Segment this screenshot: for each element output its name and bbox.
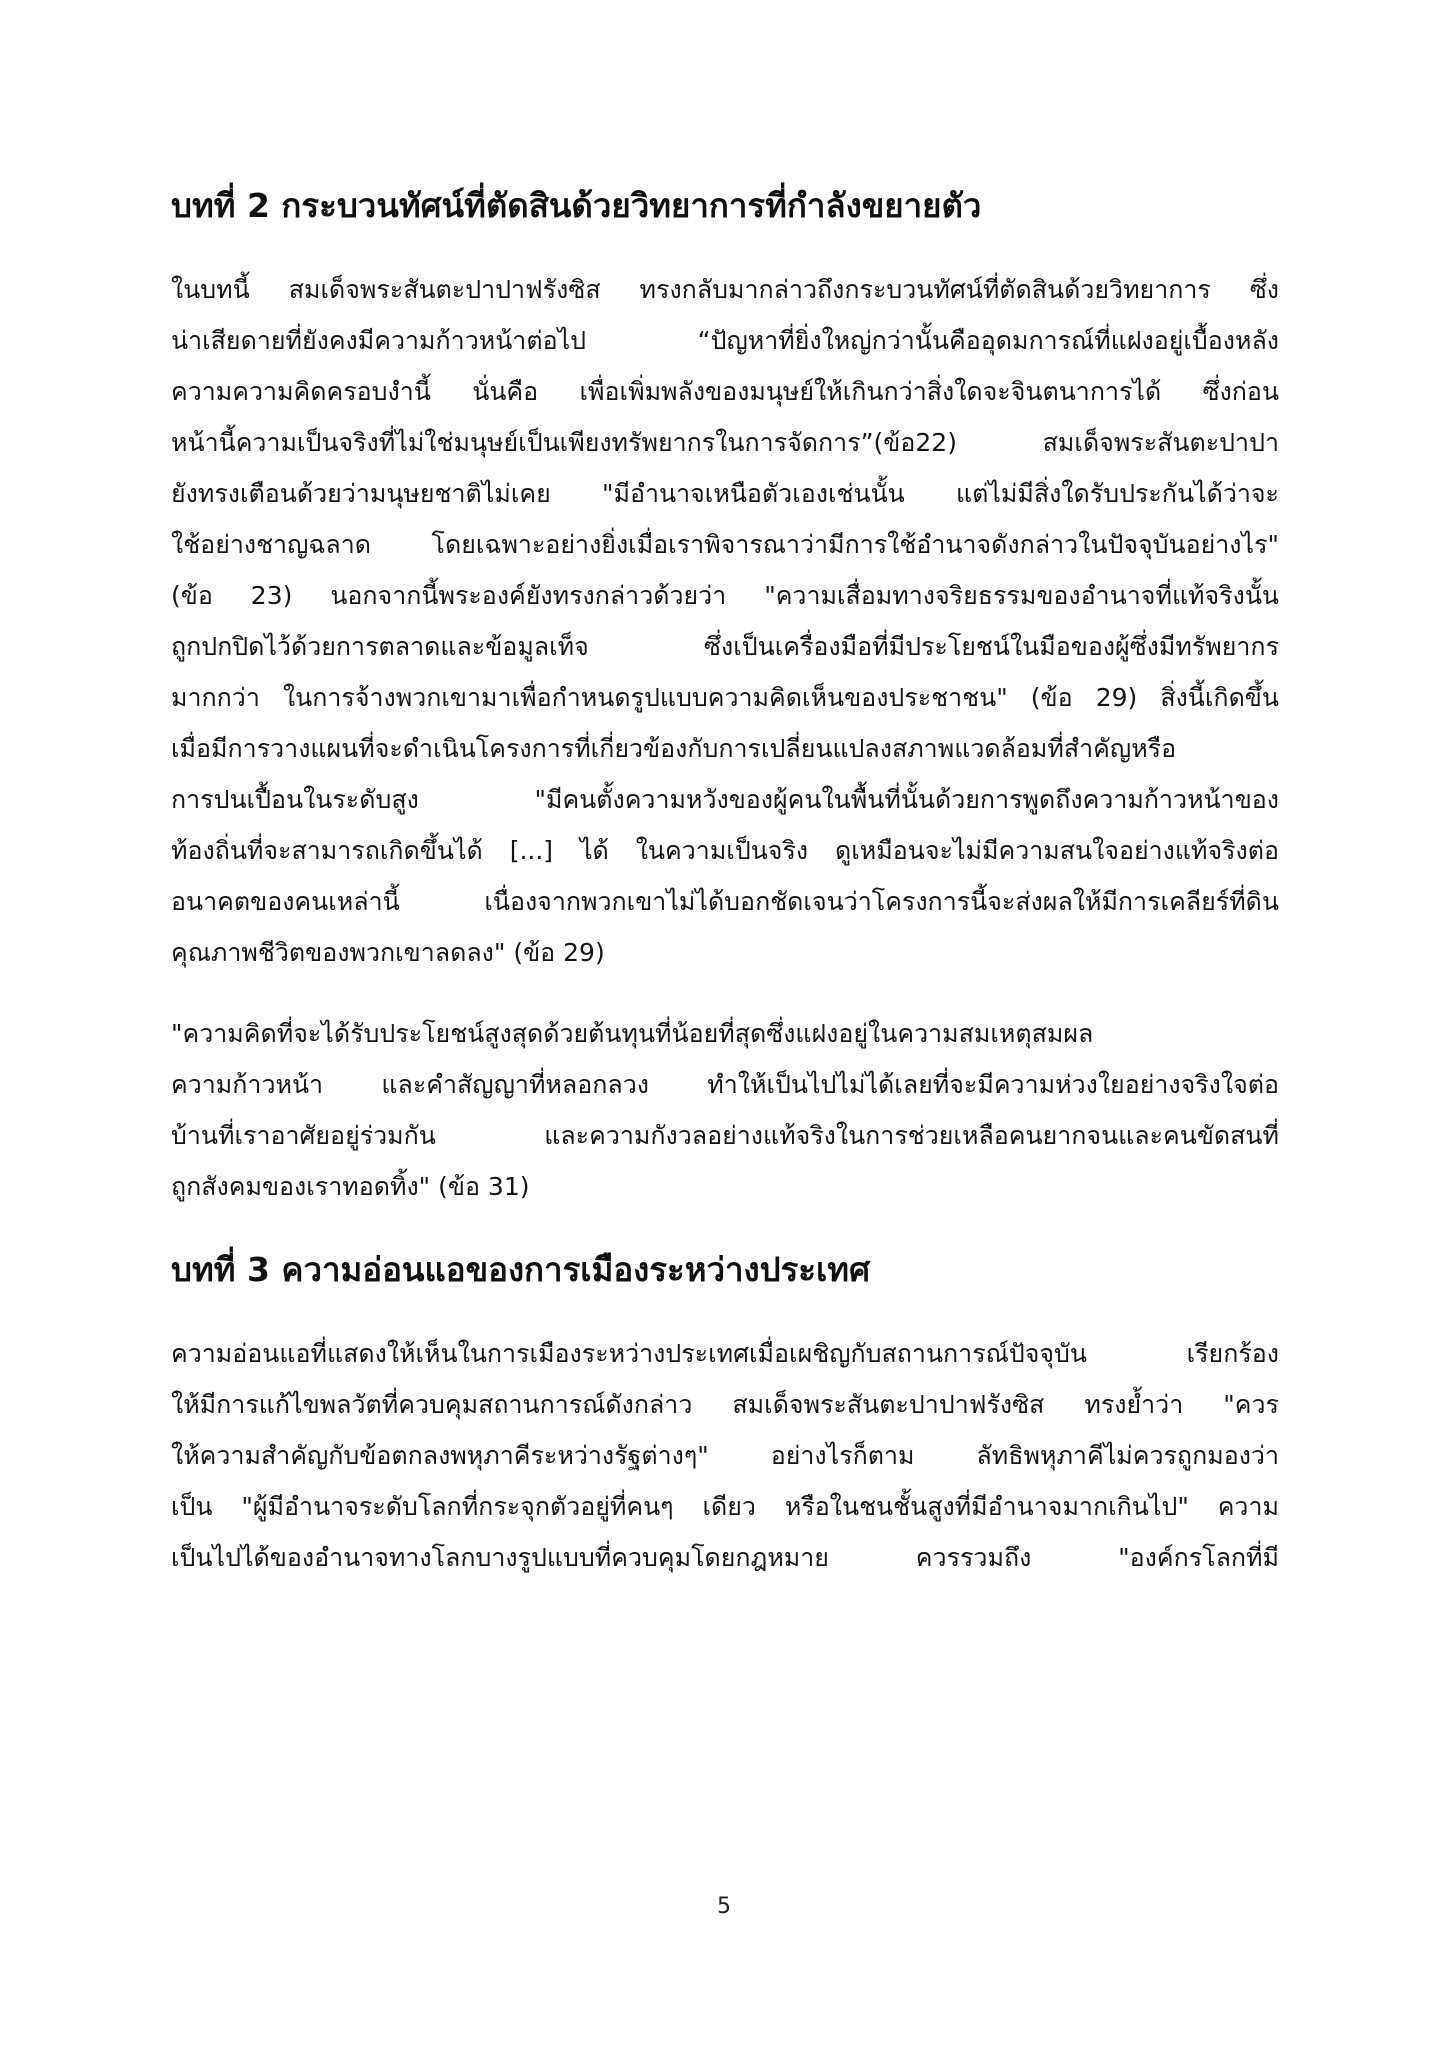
text-line: หน้านี้ความเป็นจริงที่ไม่ใช่มนุษย์เป็นเพียงทรัพยากรในการจัดการ”(ข้อ22) สมเด็จพระสันตะปาปา	[171, 428, 1279, 457]
text-line: มากกว่า ในการจ้างพวกเขามาเพื่อกำหนดรูปแบบความคิดเห็นของประชาชน" (ข้อ 29) สิ่งนี้เกิดขึ้น	[171, 683, 1279, 712]
text-line: ท้องถิ่นที่จะสามารถเกิดขึ้นได้ [...] ได้ ในความเป็นจริง ดูเหมือนจะไม่มีความสนใจอย่างแท้จริงต่อ	[171, 836, 1279, 865]
chapter-2-paragraph-1	[171, 264, 1279, 978]
page-number: 5	[717, 1894, 731, 1919]
text-line: (ข้อ 23) นอกจากนี้พระองค์ยังทรงกล่าวด้วยว่า "ความเสื่อมทางจริยธรรมของอำนาจที่แท้จริงนั้น	[171, 581, 1279, 610]
text-line: ความอ่อนแอที่แสดงให้เห็นในการเมืองระหว่างประเทศเมื่อเผชิญกับสถานการณ์ปัจจุบัน เรียกร้อง	[171, 1339, 1279, 1368]
text-line: คุณภาพชีวิตของพวกเขาลดลง" (ข้อ 29)	[171, 938, 605, 967]
text-line: ให้มีการแก้ไขพลวัตที่ควบคุมสถานการณ์ดังกล่าว สมเด็จพระสันตะปาปาฟรังซิส ทรงย้ำว่า "ควร	[171, 1390, 1279, 1419]
chapter-2-paragraph-2	[171, 1008, 1279, 1212]
text-line: "ความคิดที่จะได้รับประโยชน์สูงสุดด้วยต้นทุนที่น้อยที่สุดซึ่งแฝงอยู่ในความสมเหตุสมผล	[171, 1019, 1094, 1048]
text-line: ความก้าวหน้า และคำสัญญาที่หลอกลวง ทำให้เป็นไปไม่ได้เลยที่จะมีความห่วงใยอย่างจริงใจต่อ	[171, 1070, 1279, 1099]
text-line: การปนเปื้อนในระดับสูง "มีคนตั้งความหวังของผู้คนในพื้นที่นั้นด้วยการพูดถึงความก้าวหน้าของ	[171, 785, 1279, 814]
chapter-2-heading: บทที่ 2 กระบวนทัศน์ที่ตัดสินด้วยวิทยาการที่กำลังขยายตัว	[171, 186, 982, 225]
page-content	[171, 178, 1279, 1613]
text-line: ในบทนี้ สมเด็จพระสันตะปาปาฟรังซิส ทรงกลับมากล่าวถึงกระบวนทัศน์ที่ตัดสินด้วยวิทยาการ ซึ่ง	[171, 275, 1279, 304]
text-line: ยังทรงเตือนด้วยว่ามนุษยชาติไม่เคย "มีอำนาจเหนือตัวเองเช่นนั้น แต่ไม่มีสิ่งใดรับประกันได้ว่าจะ	[171, 479, 1279, 508]
text-line: บ้านที่เราอาศัยอยู่ร่วมกัน และความกังวลอย่างแท้จริงในการช่วยเหลือคนยากจนและคนขัดสนที่	[171, 1121, 1279, 1150]
text-line: ให้ความสำคัญกับข้อตกลงพหุภาคีระหว่างรัฐต่างๆ" อย่างไรก็ตาม ลัทธิพหุภาคีไม่ควรถูกมองว่า	[171, 1441, 1279, 1470]
text-line: เมื่อมีการวางแผนที่จะดำเนินโครงการที่เกี่ยวข้องกับการเปลี่ยนแปลงสภาพแวดล้อมที่สำคัญหรือ	[171, 734, 1177, 763]
text-line: อนาคตของคนเหล่านี้ เนื่องจากพวกเขาไม่ได้บอกชัดเจนว่าโครงการนี้จะส่งผลให้มีการเคลียร์ที่ดิน	[171, 887, 1279, 916]
text-line: ใช้อย่างชาญฉลาด โดยเฉพาะอย่างยิ่งเมื่อเราพิจารณาว่ามีการใช้อำนาจดังกล่าวในปัจจุบันอย่างไร"	[171, 530, 1279, 559]
text-line: น่าเสียดายที่ยังคงมีความก้าวหน้าต่อไป “ปัญหาที่ยิ่งใหญ่กว่านั้นคืออุดมการณ์ที่แฝงอยู่เบื้องหลัง	[171, 326, 1279, 355]
text-line: ถูกสังคมของเราทอดทิ้ง" (ข้อ 31)	[171, 1172, 530, 1201]
text-line: ถูกปกปิดไว้ด้วยการตลาดและข้อมูลเท็จ ซึ่งเป็นเครื่องมือที่มีประโยชน์ในมือของผู้ซึ่งมีทรัพยากร	[171, 632, 1279, 661]
text-line: เป็นไปได้ของอำนาจทางโลกบางรูปแบบที่ควบคุมโดยกฎหมาย ควรรวมถึง "องค์กรโลกที่มี	[171, 1543, 1279, 1572]
chapter-3-paragraph-1	[171, 1328, 1279, 1583]
chapter-3-heading: บทที่ 3 ความอ่อนแอของการเมืองระหว่างประเทศ	[171, 1250, 871, 1289]
text-line: เป็น "ผู้มีอำนาจระดับโลกที่กระจุกตัวอยู่ที่คนๆ เดียว หรือในชนชั้นสูงที่มีอำนาจมากเกินไป" ความ	[171, 1492, 1279, 1521]
text-line: ความความคิดครอบงำนี้ นั่นคือ เพื่อเพิ่มพลังของมนุษย์ให้เกินกว่าสิ่งใดจะจินตนาการได้ ซึ่งก่อน	[171, 377, 1279, 406]
